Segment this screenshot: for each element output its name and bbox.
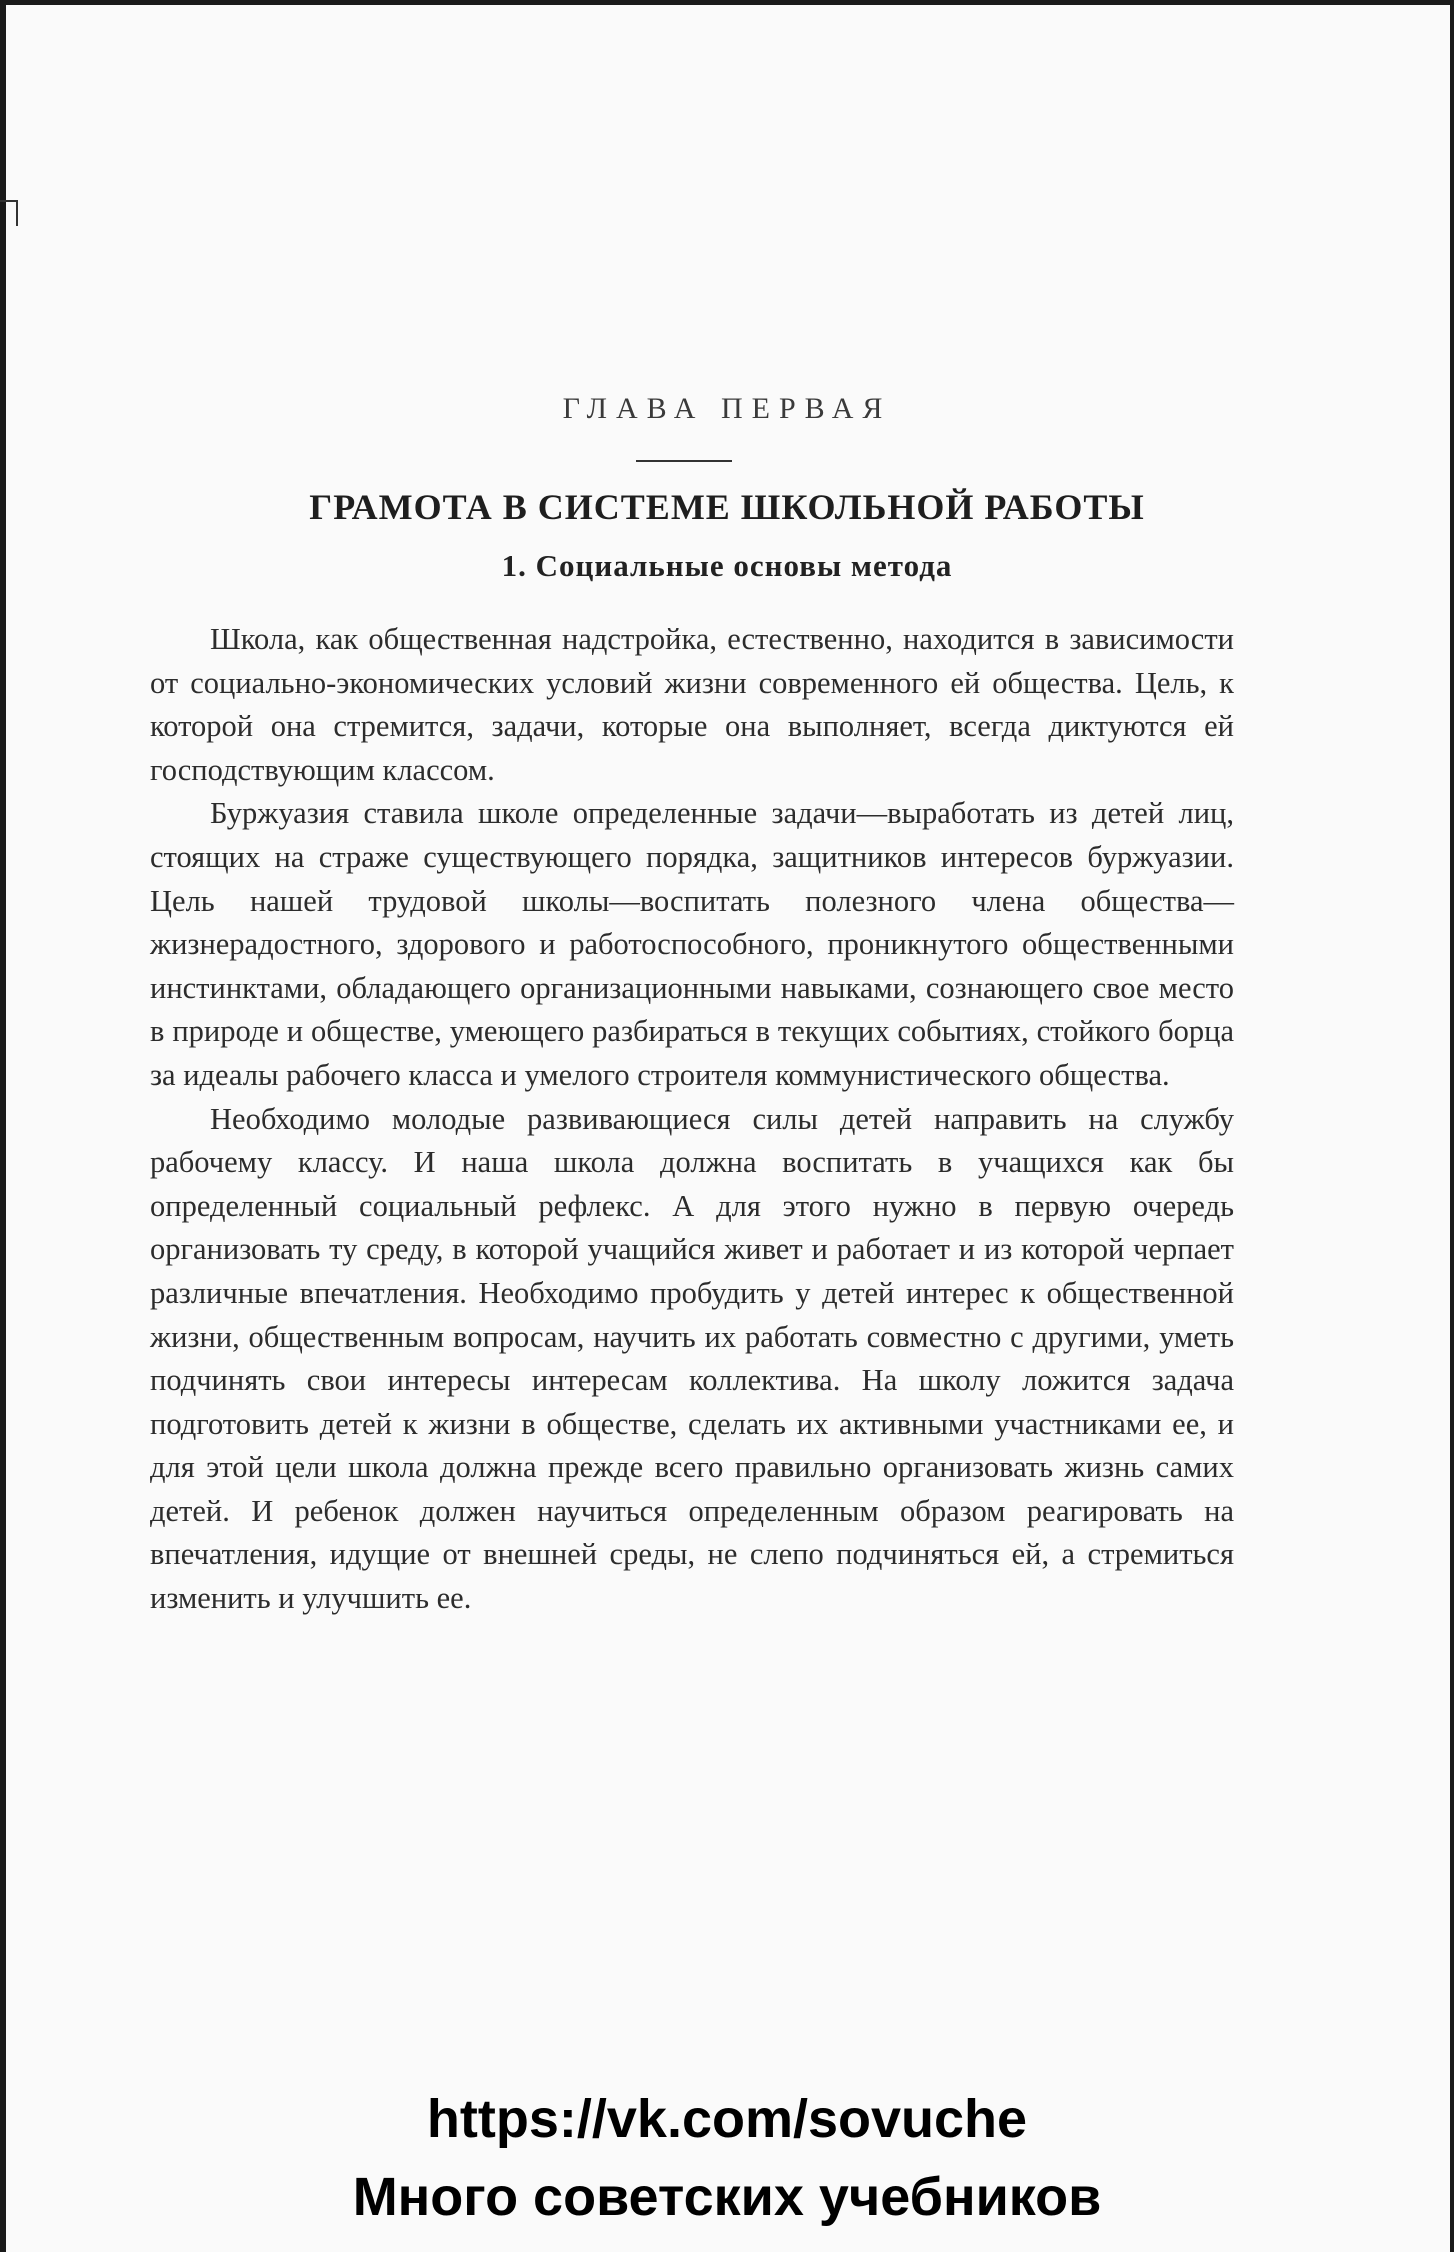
scan-border-right bbox=[1450, 0, 1454, 2252]
section-title: 1. Социальные основы метода bbox=[501, 548, 953, 583]
paragraph: Необходимо молодые развивающиеся силы детей направить на службу рабочему классу. И наша школа должна воспитать в учащихся как бы определенный социальный рефлекс. А для этого нужно в первую очередь организовать ту среду, в которой учащийся живет и работает и из которой черпает различные впечатления. Необходимо пробудить у детей интерес к общественной жизни, общественным вопросам, научить их работать совместно с другими, уметь подчинять свои интересы интересам коллектива. На школу ложится задача подготовить детей к жизни в обществе, сделать их активными участниками ее, и для этой цели школа должна прежде всего правильно организовать жизнь самих детей. И ребенок должен научиться определенным образом реагировать на впечатления, идущие от внешней среды, не слепо подчиняться ей, а стремиться изменить и улучшить ее. bbox=[150, 1101, 1234, 1616]
paragraph: Буржуазия ставила школе определенные задачи—выработать из детей лиц, стоящих на страже существующего порядка, защитников интересов буржуазии. Цель нашей трудовой школы—воспитать полезного члена общества—жизнерадостного, здорового и работоспособного, проникнутого общественными инстинктами, обладающего организационными навыками, сознающего свое место в природе и обществе, умеющего разбираться в текущих событиях, стойкого борца за идеалы рабочего класса и умелого строителя коммунистического общества. bbox=[150, 796, 1234, 1092]
watermark-url: https://vk.com/sovuche bbox=[426, 2089, 1028, 2149]
chapter-title: ГРАМОТА В СИСТЕМЕ ШКОЛЬНОЙ РАБОТЫ bbox=[309, 487, 1145, 527]
scan-border-left bbox=[0, 0, 6, 2252]
chapter-label: ГЛАВА ПЕРВАЯ bbox=[562, 392, 892, 425]
scan-corner-mark bbox=[0, 200, 18, 226]
paragraph: Школа, как общественная надстройка, естественно, находится в зависимости от социально-экономических условий жизни современного ей общества. Цель, к которой она стремится, задачи, которые она выполняет, всегда диктуются ей господствующим классом. bbox=[150, 622, 1234, 787]
title-divider bbox=[636, 460, 732, 462]
watermark-caption: Много советских учебников bbox=[352, 2167, 1102, 2227]
body-text bbox=[150, 618, 1234, 1621]
scan-border-top bbox=[0, 0, 1454, 5]
